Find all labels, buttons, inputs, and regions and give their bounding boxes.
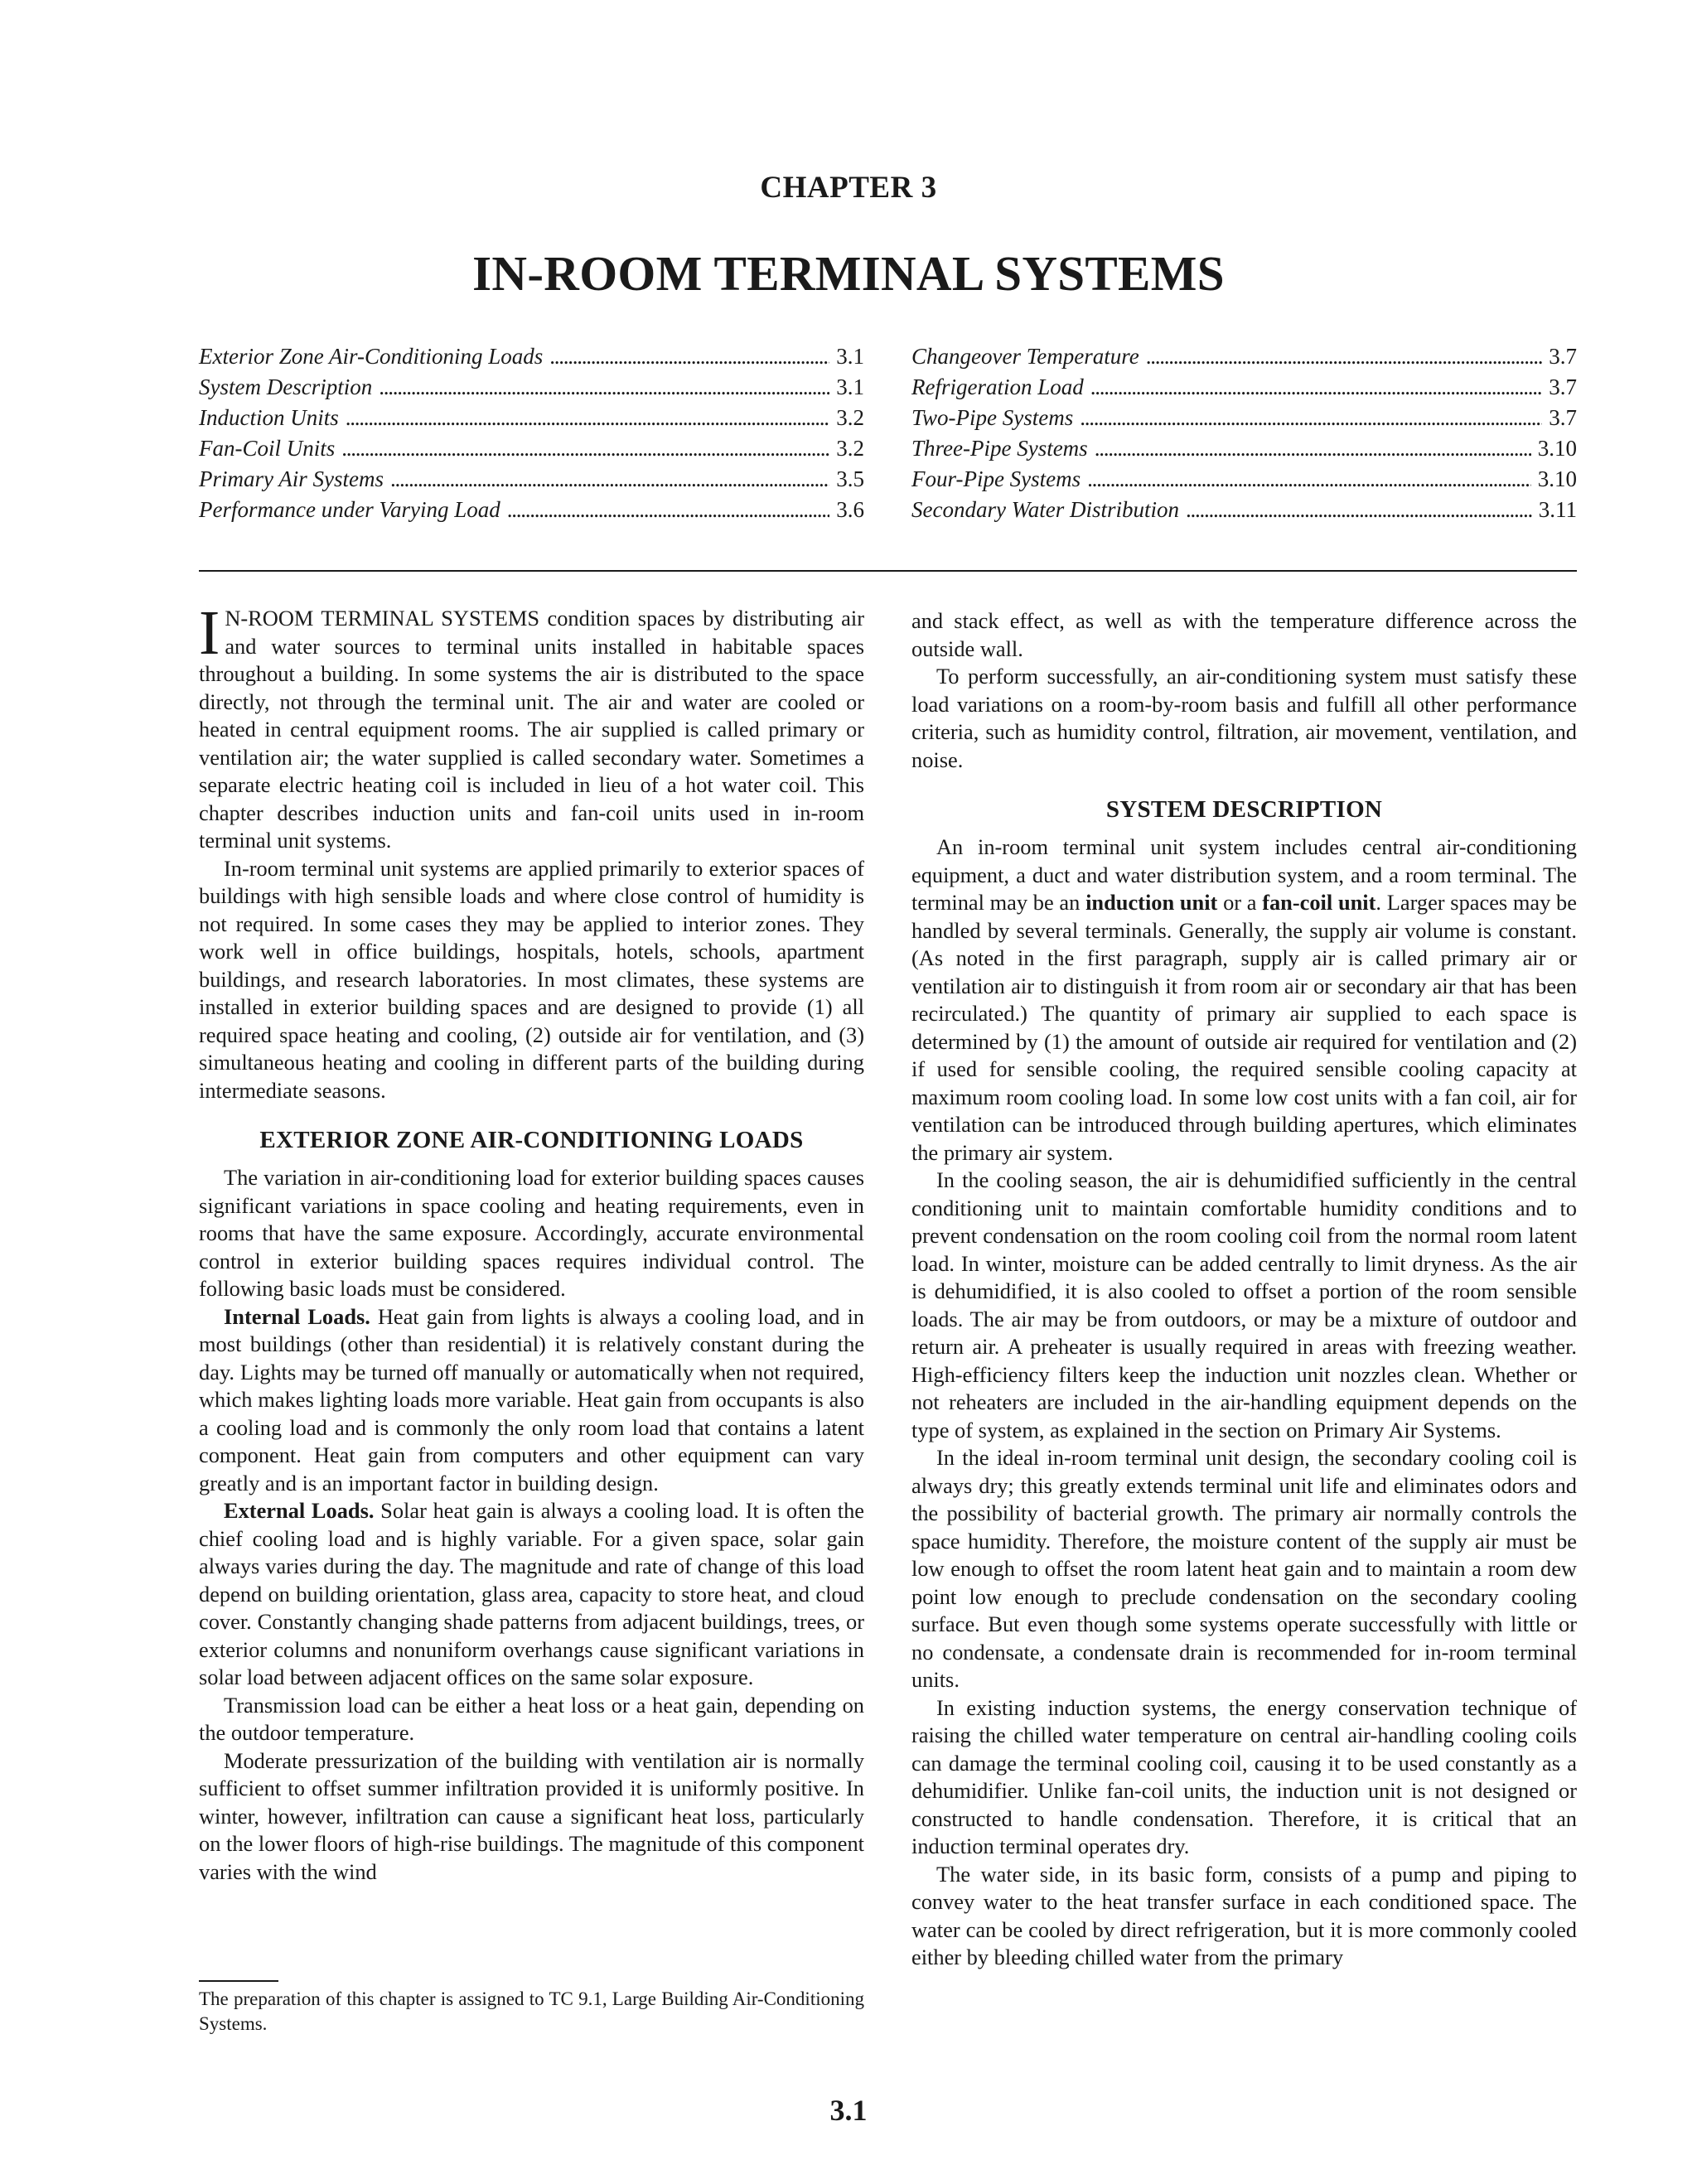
toc-entry-page: 3.6 xyxy=(836,497,864,522)
toc-entry[interactable] xyxy=(911,495,1577,525)
toc-entry-title: Primary Air Systems xyxy=(199,466,384,491)
toc-left-column xyxy=(199,341,864,525)
toc-entry-page: 3.2 xyxy=(836,405,864,430)
toc-entry-page: 3.7 xyxy=(1549,374,1577,399)
drop-cap: I xyxy=(199,598,220,668)
toc-leader-dots xyxy=(1095,433,1531,464)
section-heading-system-description: SYSTEM DESCRIPTION xyxy=(1105,796,1383,823)
toc-entry[interactable] xyxy=(199,403,864,433)
header-divider xyxy=(199,570,1577,572)
run-in-heading: Internal Loads. xyxy=(224,1303,370,1329)
toc-entry[interactable] xyxy=(199,372,864,403)
toc-leader-dots xyxy=(346,403,830,433)
toc-entry-page: 3.10 xyxy=(1537,436,1577,461)
toc-entry-title: Induction Units xyxy=(199,405,339,430)
paragraph-internal-loads xyxy=(199,1303,864,1498)
intro-paragraph xyxy=(199,598,864,855)
paragraph-external-loads xyxy=(199,1497,864,1692)
toc-entry[interactable] xyxy=(199,464,864,495)
toc-leader-dots xyxy=(341,433,829,464)
toc-leader-dots xyxy=(507,495,830,525)
text-span: . Larger spaces may be handled by several terminals. Generally, the supply air volume is constant. (As noted in the first paragraph, supply air is called primary air or ventilation air to distinguish it from room air or secondary air that has been recirculated.) The quantity of primary air supplied to each space is determined by (1) the amount of outside air required for ventilation and (2) if used for sensible cooling, the required sensible cooling capacity at maximum room cooling load. In some low cost units with a fan coil, air for ventilation can be introduced through building apertures, which eliminates the primary air system. xyxy=(911,890,1577,1165)
toc-entry-page: 3.7 xyxy=(1549,344,1577,369)
toc-entry-title: Four-Pipe Systems xyxy=(911,466,1081,491)
toc-entry-title: Three-Pipe Systems xyxy=(911,436,1088,461)
toc-entry[interactable] xyxy=(911,403,1577,433)
run-in-heading: External Loads. xyxy=(224,1498,375,1523)
body-column-left xyxy=(199,598,865,1886)
toc-entry-page: 3.11 xyxy=(1538,497,1577,522)
toc-entry-title: Fan-Coil Units xyxy=(199,436,336,461)
toc-entry-title: System Description xyxy=(199,374,373,399)
text-span: An in-room terminal unit system includes central air-conditioning equipment, a duct and water distribution system, and a room terminal. The terminal may be an xyxy=(911,834,1577,915)
page-number: 3.1 xyxy=(829,2094,868,2127)
toc-entry[interactable] xyxy=(911,433,1577,464)
paragraph: The water side, in its basic form, consists of a pump and piping to convey water to the heat transfer surface in each conditioned space. The water can be cooled by direct refrigeration, but it is more commonly cooled either by bleeding chilled water from the primary xyxy=(911,1861,1577,1969)
paragraph-text: Solar heat gain is always a cooling load. It is often the chief cooling load and is highly variable. For a given space, solar gain always varies during the day. The magnitude and rate of change of this load depend on building orientation, glass area, capacity to store heat, and cloud cover. Constantly changing shade patterns from adjacent buildings, trees, or exterior columns and nonuniform overhangs cause significant variations in solar load between adjacent offices on the same solar exposure. xyxy=(199,1498,865,1689)
paragraph-text: Heat gain from lights is always a cooling load, and in most buildings (other than residential) it is relatively constant during the day. Lights may be turned off manually or automatically when not required, which makes lighting loads more variable. Heat gain from occupants is also a cooling load and is commonly the only room load that contains a latent component. Heat gain from computers and other equipment can vary greatly and is an important factor in building design. xyxy=(199,1303,864,1495)
paragraph: To perform successfully, an air-conditioning system must satisfy these load variations on a room-by-room basis and fulfill all other performance criteria, such as humidity control, filtration, air movement, ventilation, and noise. xyxy=(911,664,1577,772)
toc-entry-title: Exterior Zone Air-Conditioning Loads xyxy=(199,344,544,369)
toc-entry-title: Secondary Water Distribution xyxy=(911,497,1179,522)
chapter-title: IN-ROOM TERMINAL SYSTEMS xyxy=(472,246,1225,301)
toc-leader-dots xyxy=(1186,495,1532,525)
toc-leader-dots xyxy=(1090,372,1543,403)
paragraph-system-description xyxy=(911,833,1577,1167)
paragraph: In the ideal in-room terminal unit design, the secondary cooling coil is always dry; this greatly extends terminal unit life and eliminates odors and the possibility of bacterial growth. The primary air normally controls the space humidity. Therefore, the moisture content of the supply air must be low enough to offset the room latent heat gain and to maintain a room dew point low enough to preclude condensation on the secondary cooling surface. But even though some systems operate successfully with little or no condensate, a condensate drain is recommended for in-room terminal units. xyxy=(911,1445,1577,1692)
intro-text: N-ROOM TERMINAL SYSTEMS condition spaces by distributing air and water sources to terminal units installed in habitable spaces throughout a building. In some systems the air is distributed to the space directly, not through the terminal unit. The air and water are cooled or heated in central equipment rooms. The air supplied is called primary or ventilation air; the water supplied is called secondary water. Sometimes a separate electric heating coil is included in lieu of a hot water coil. This chapter describes induction units and fan-coil units used in in-room terminal unit systems. xyxy=(199,606,864,853)
paragraph: The variation in air-conditioning load for exterior building spaces causes significant variations in space cooling and heating requirements, even in rooms that have the same exposure. Accordingly, accurate environmental control in exterior building spaces requires individual control. The following basic loads must be considered. xyxy=(199,1165,864,1301)
toc-leader-dots xyxy=(1146,341,1543,372)
toc-entry-page: 3.1 xyxy=(836,374,864,399)
toc-entry-page: 3.5 xyxy=(836,466,864,491)
toc-leader-dots xyxy=(1087,464,1531,495)
toc-entry[interactable] xyxy=(911,341,1577,372)
toc-right-column xyxy=(911,341,1577,525)
toc-entry-page: 3.10 xyxy=(1537,466,1577,491)
toc-entry-title: Refrigeration Load xyxy=(911,374,1084,399)
toc-leader-dots xyxy=(1080,403,1542,433)
paragraph-continued: and stack effect, as well as with the temperature difference across the outside wall. xyxy=(911,608,1577,661)
toc-entry[interactable] xyxy=(199,433,864,464)
toc-entry[interactable] xyxy=(911,372,1577,403)
term-fan-coil-unit: fan-coil unit xyxy=(1262,890,1376,915)
body-column-right xyxy=(911,607,1577,1972)
toc-leader-dots xyxy=(379,372,829,403)
toc-entry-page: 3.1 xyxy=(836,344,864,369)
paragraph: In the cooling season, the air is dehumidified sufficiently in the central conditioning unit to maintain comfortable humidity conditions and to prevent condensation on the room cooling coil from the normal room latent load. In winter, moisture can be added centrally to limit dryness. As the air is dehumidified, it is also cooled to offset a portion of the room sensible loads. The air may be from outdoors, or may be a mixture of outdoor and return air. A preheater is usually required in areas with freezing weather. High-efficiency filters keep the induction unit nozzles clean. Whether or not reheaters are included in the air-handling equipment depends on the type of system, as explained in the section on Primary Air Systems. xyxy=(911,1167,1577,1442)
footnote-divider xyxy=(199,1980,278,1982)
toc-entry[interactable] xyxy=(199,495,864,525)
toc-leader-dots xyxy=(390,464,829,495)
chapter-label: CHAPTER 3 xyxy=(760,171,937,205)
toc-entry-page: 3.2 xyxy=(836,436,864,461)
paragraph: Moderate pressurization of the building with ventilation air is normally sufficient to offset summer infiltration provided it is uniformly positive. In winter, however, infiltration can cause a significant heat loss, particularly on the lower floors of high-rise buildings. The magnitude of this component varies with the wind xyxy=(199,1747,864,1884)
paragraph: In existing induction systems, the energy conservation technique of raising the chilled water temperature on central air-handling cooling coils can damage the terminal cooling coil, causing it to be used constantly as a dehumidifier. Unlike fan-coil units, the induction unit is not designed or constructed to handle condensation. Therefore, it is critical that an induction terminal operates dry. xyxy=(911,1694,1577,1858)
paragraph: In-room terminal unit systems are applied primarily to exterior spaces of buildings with high sensible loads and where close control of humidity is not required. In some cases they may be applied to interior zones. They work well in office buildings, hospitals, hotels, schools, apartment buildings, and research laboratories. In most climates, these systems are installed in exterior building spaces and are designed to provide (1) all required space heating and cooling, (2) outside air for ventilation, and (3) simultaneous heating and cooling in different parts of the building during intermediate seasons. xyxy=(199,855,864,1103)
toc-entry-title: Changeover Temperature xyxy=(911,344,1139,369)
term-induction-unit: induction unit xyxy=(1085,890,1218,915)
toc-entry[interactable] xyxy=(911,464,1577,495)
toc-entry-page: 3.7 xyxy=(1549,405,1577,430)
toc-leader-dots xyxy=(549,341,829,372)
paragraph: Transmission load can be either a heat loss or a heat gain, depending on the outdoor temperature. xyxy=(199,1692,864,1745)
footnote: The preparation of this chapter is assigned to TC 9.1, Large Building Air-Conditioning Systems. xyxy=(199,1988,864,2034)
text-span: or a xyxy=(1217,890,1263,915)
toc-entry[interactable] xyxy=(199,341,864,372)
toc-entry-title: Performance under Varying Load xyxy=(199,497,500,522)
section-heading-exterior-zone: EXTERIOR ZONE AIR-CONDITIONING LOADS xyxy=(259,1127,804,1153)
toc-entry-title: Two-Pipe Systems xyxy=(911,405,1074,430)
